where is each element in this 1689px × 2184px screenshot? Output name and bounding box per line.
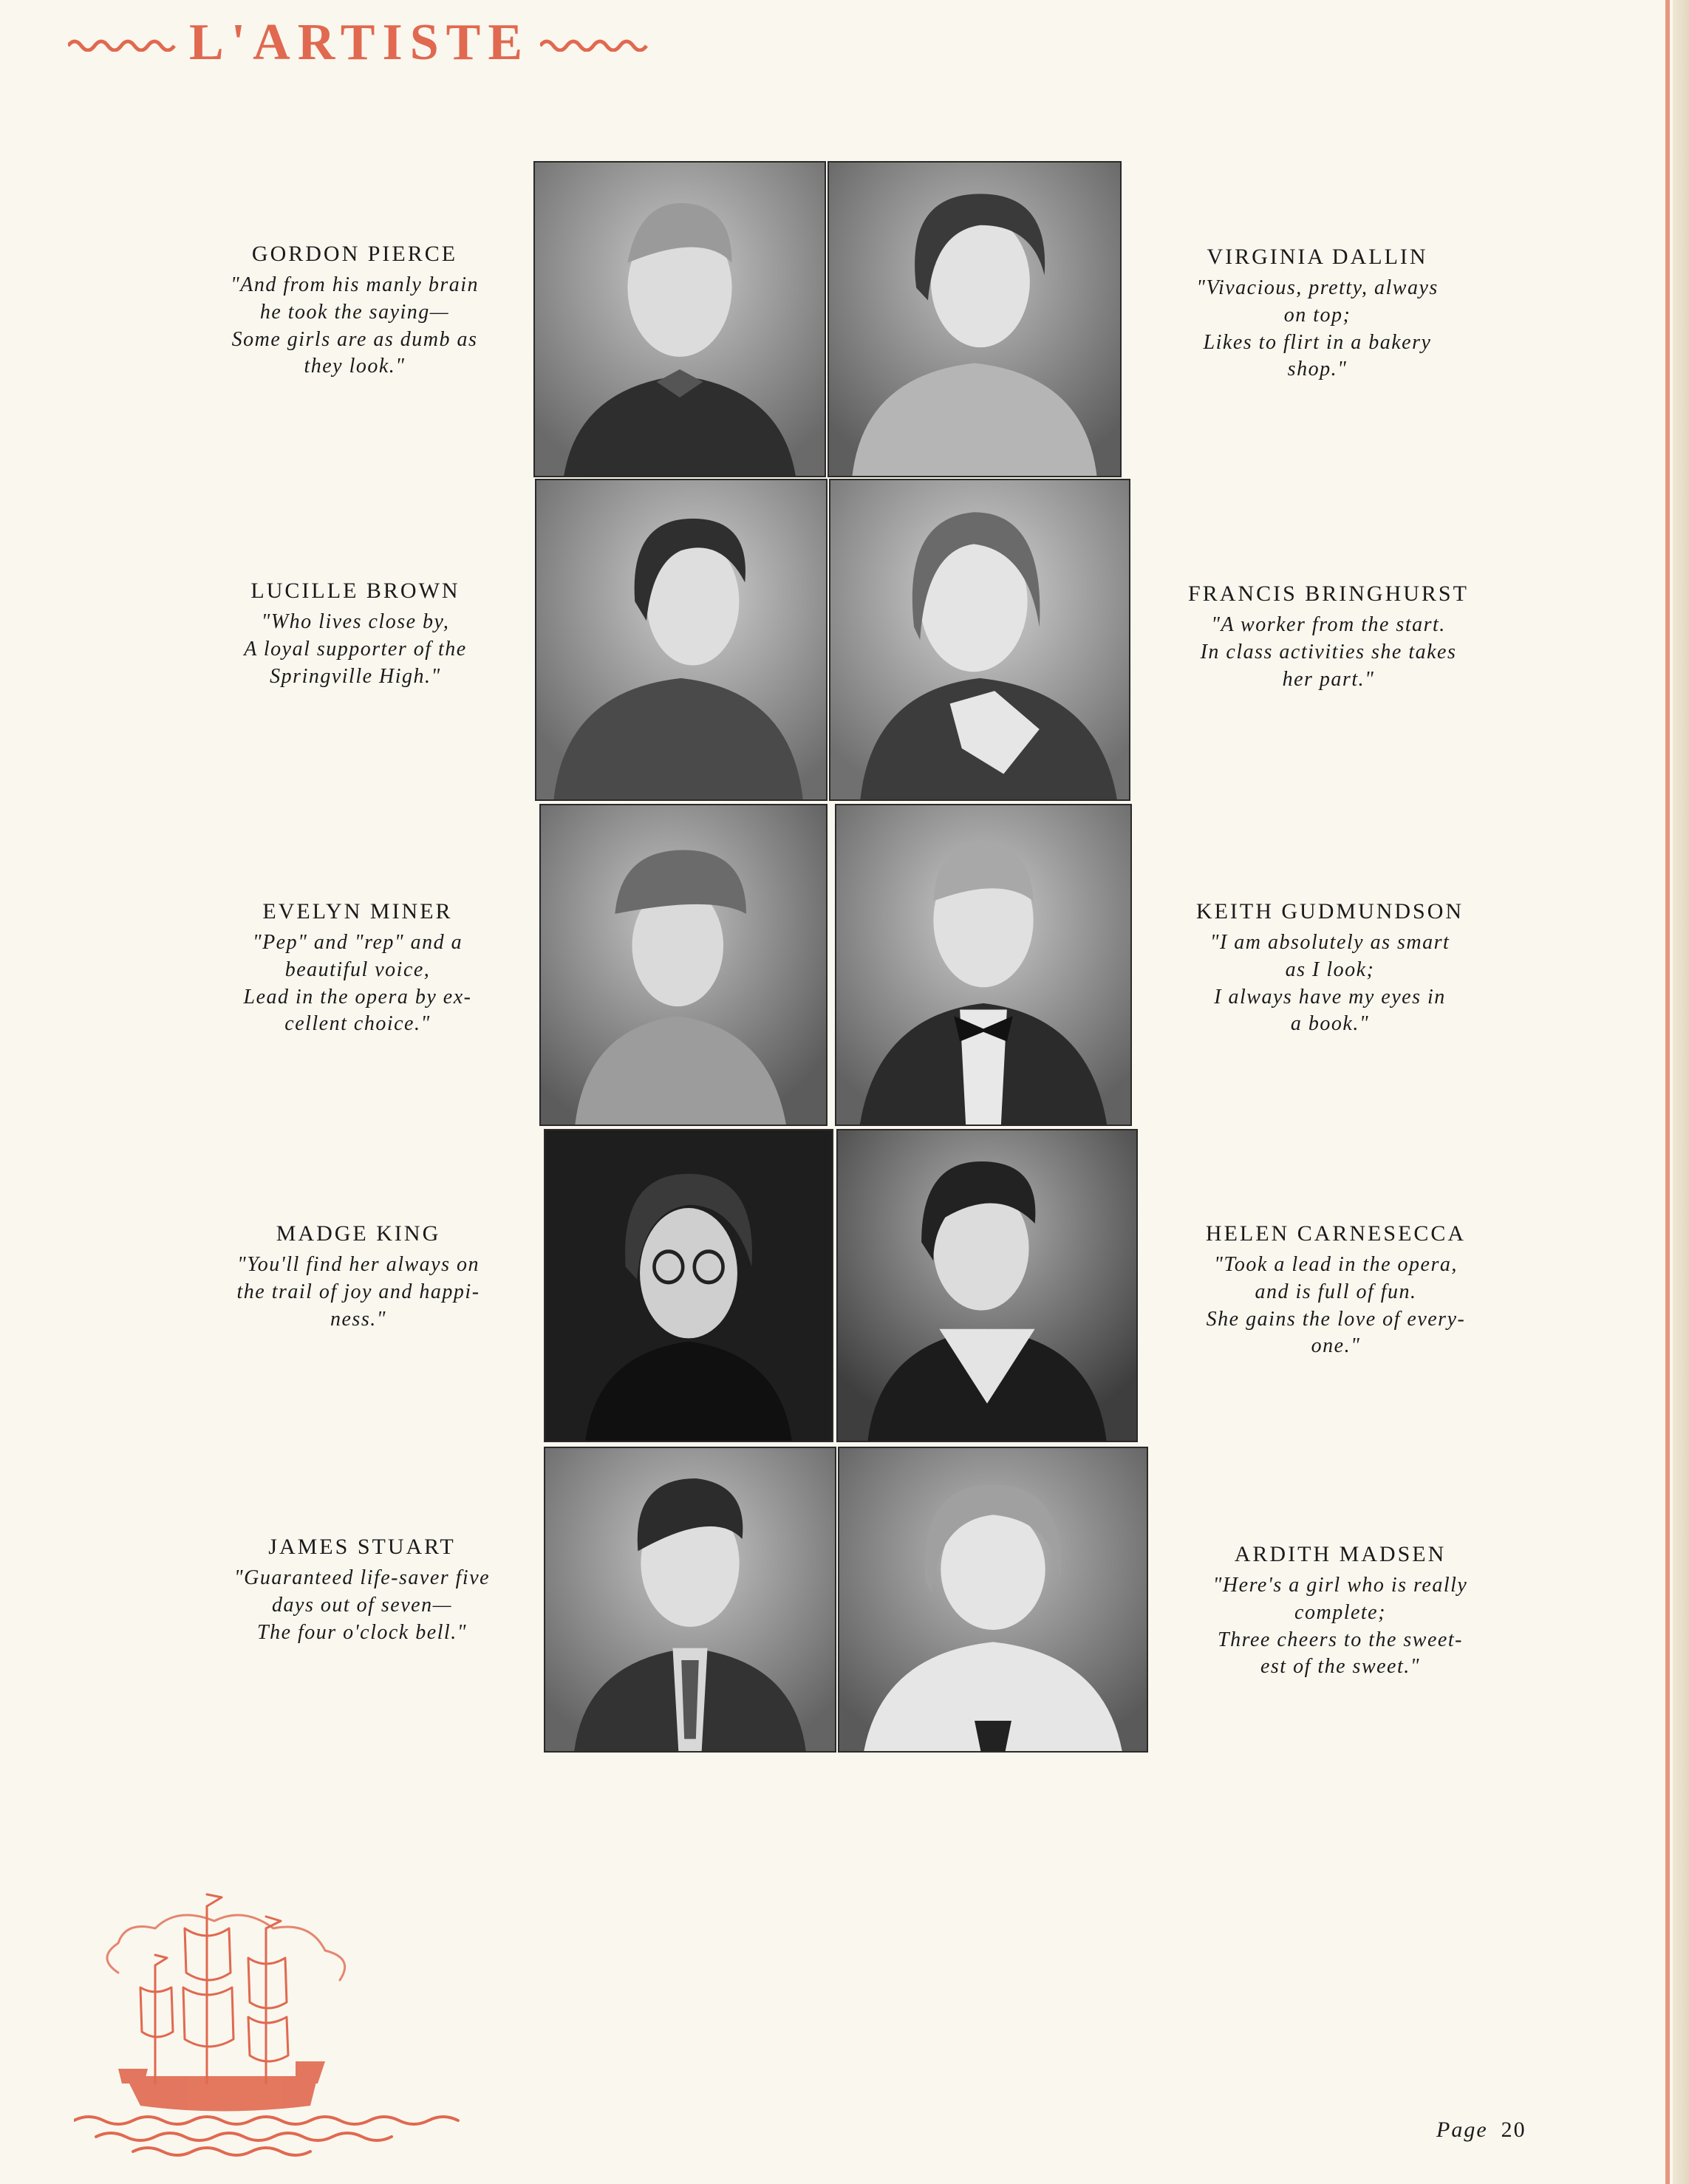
portrait-photo bbox=[544, 1447, 836, 1753]
portrait-photo bbox=[836, 1129, 1138, 1442]
portrait-photo bbox=[829, 479, 1130, 801]
student-quote: "Who lives close by, A loyal supporter of the Springville High." bbox=[244, 610, 467, 688]
student-caption bbox=[199, 1532, 525, 1646]
student-caption bbox=[202, 897, 513, 1038]
student-quote: "And from his manly brain he took the saying— Some girls are as dumb as they look." bbox=[231, 273, 479, 378]
page-edge-line bbox=[1665, 0, 1670, 2184]
portrait-photo bbox=[533, 161, 826, 477]
student-quote: "You'll find her always on the trail of joy and happi- ness." bbox=[236, 1252, 480, 1331]
student-name: HELEN CARNESECCA bbox=[1205, 1221, 1467, 1246]
student-quote: "Guaranteed life-saver five days out of seven— The four o'clock bell." bbox=[233, 1566, 491, 1644]
portrait-photo bbox=[835, 804, 1132, 1126]
student-name: LUCILLE BROWN bbox=[250, 579, 460, 603]
student-name: JAMES STUART bbox=[268, 1535, 456, 1559]
student-caption bbox=[1153, 897, 1507, 1038]
student-quote: "I am absolutely as smart as I look; I always have my eyes in a book." bbox=[1209, 930, 1450, 1036]
left-wave-ornament bbox=[68, 34, 179, 52]
student-name: EVELYN MINER bbox=[262, 899, 453, 924]
student-quote: "Took a lead in the opera, and is full of fun. She gains the love of every- one." bbox=[1206, 1252, 1466, 1358]
yearbook-header bbox=[68, 13, 651, 72]
student-quote: "Vivacious, pretty, always on top; Likes to flirt in a bakery shop." bbox=[1196, 276, 1439, 381]
portrait-photo bbox=[544, 1129, 833, 1442]
portrait-photo bbox=[535, 479, 828, 801]
student-quote: "Here's a girl who is really complete; Three cheers to the sweet- est of the sweet." bbox=[1212, 1573, 1468, 1679]
portrait-photo bbox=[539, 804, 828, 1126]
student-name: VIRGINIA DALLIN bbox=[1207, 245, 1428, 269]
right-wave-ornament bbox=[540, 34, 651, 52]
student-caption bbox=[1144, 242, 1491, 383]
student-caption bbox=[1151, 579, 1506, 693]
student-name: MADGE KING bbox=[276, 1221, 441, 1246]
student-caption bbox=[197, 576, 514, 690]
student-quote: "A worker from the start. In class activities she takes her part." bbox=[1200, 612, 1457, 691]
portrait-photo bbox=[838, 1447, 1148, 1753]
sailing-ship-illustration bbox=[74, 1862, 488, 2157]
page-number: Page 20 bbox=[1436, 2118, 1526, 2142]
student-name: ARDITH MADSEN bbox=[1234, 1542, 1447, 1566]
page-gutter-shadow bbox=[1673, 0, 1689, 2184]
student-name: GORDON PIERCE bbox=[251, 242, 458, 266]
student-caption bbox=[199, 1219, 517, 1333]
student-caption bbox=[1159, 1219, 1513, 1360]
portrait-photo bbox=[828, 161, 1122, 477]
student-caption bbox=[199, 239, 510, 381]
student-quote: "Pep" and "rep" and a beautiful voice, Lead in the opera by ex- cellent choice." bbox=[243, 930, 472, 1036]
student-name: FRANCIS BRINGHURST bbox=[1188, 581, 1469, 606]
yearbook-title: L'ARTISTE bbox=[189, 14, 530, 71]
student-caption bbox=[1163, 1540, 1518, 1681]
student-name: KEITH GUDMUNDSON bbox=[1195, 899, 1464, 924]
